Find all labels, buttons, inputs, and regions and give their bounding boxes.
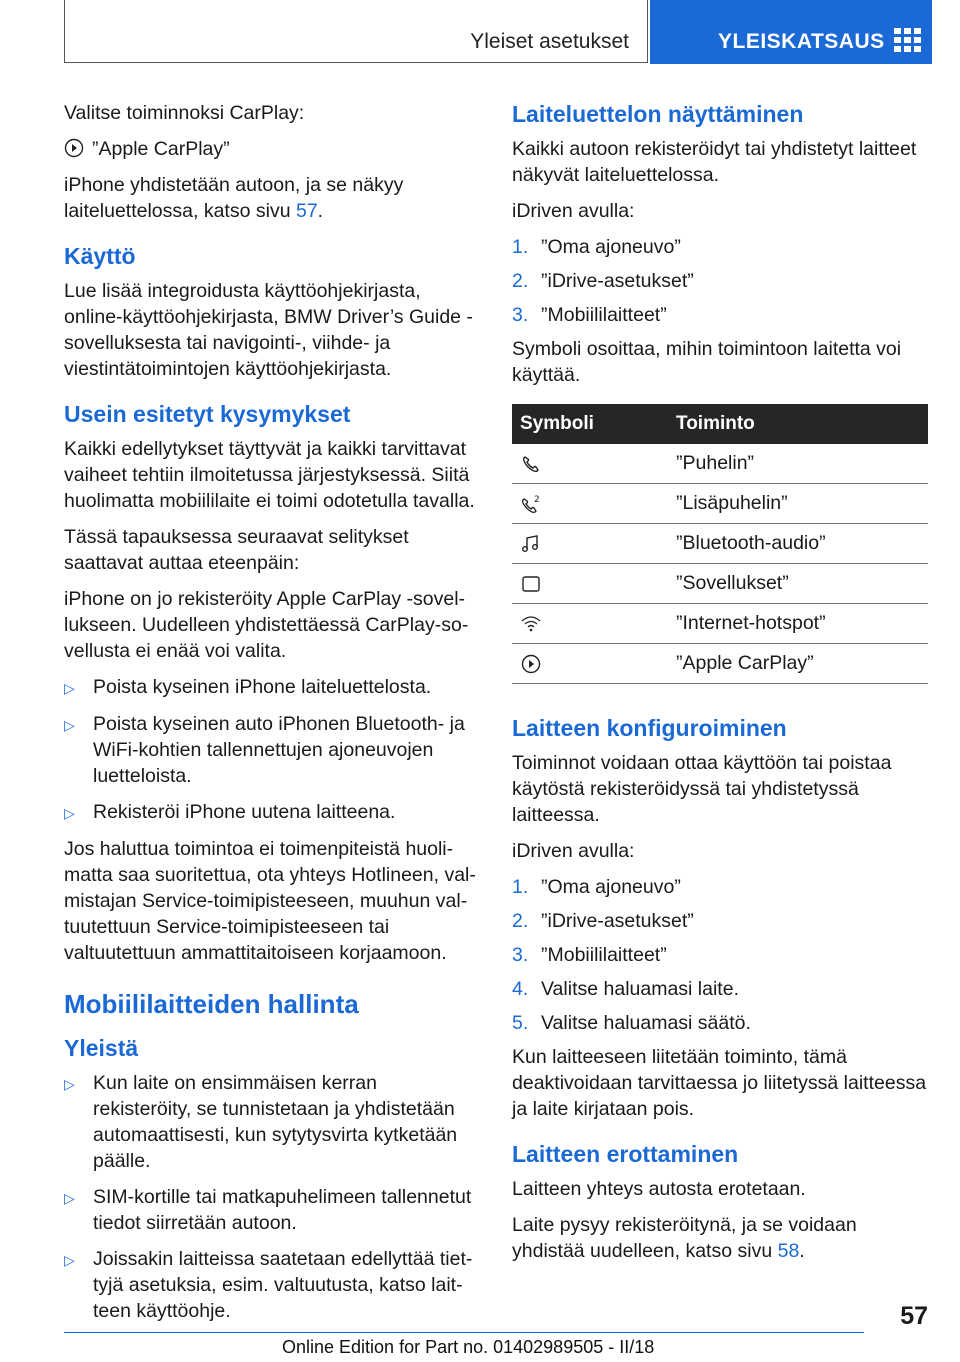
heading-faq: Usein esitetyt kysymykset bbox=[64, 401, 351, 427]
idrive-intro-2: iDriven avulla: bbox=[512, 840, 635, 862]
idrive-intro-1: iDriven avulla: bbox=[512, 200, 635, 222]
config-paragraph-2: Kun laitteeseen liitetään toiminto, tämä deaktivoidaan tarvittaessa jo liitetyssä laitteessa ja laite kirjataan pois. bbox=[512, 1046, 927, 1120]
step-number: 1. bbox=[512, 236, 529, 258]
heading-mobile-devices: Mobiililaitteiden hallinta bbox=[64, 989, 359, 1019]
step-text: ”Oma ajoneuvo” bbox=[541, 236, 681, 258]
step-number: 2. bbox=[512, 270, 529, 292]
step-text: Valitse haluamasi laite. bbox=[541, 978, 739, 1000]
step-number: 3. bbox=[512, 944, 529, 966]
left-column bbox=[64, 100, 476, 1334]
table-row bbox=[512, 444, 928, 484]
faq-paragraph-4: Jos haluttua toimintoa ei toimenpiteistä huolimatta saa suoritettua, ota yhteys Hotlineen, valmistajan Service-toimipisteeseen, muuhun valtuutettuun Service-toimipisteeseen tai valtuutettuun ammattitaitoiseen korjaamoon. bbox=[64, 838, 476, 964]
step-item bbox=[512, 908, 928, 934]
app-square-icon bbox=[520, 573, 542, 595]
carplay-paragraph-text: iPhone yhdistetään autoon, ja se näkyy laiteluettelossa, katso sivu bbox=[64, 174, 404, 222]
wifi-icon bbox=[520, 613, 542, 635]
column-header-function: Toiminto bbox=[668, 404, 928, 444]
carplay-icon bbox=[64, 138, 84, 158]
step-item bbox=[512, 976, 928, 1002]
faq-paragraph-1: Kaikki edellytykset täyttyvät ja kaikki tarvittavat vaiheet tehtiin ilmoitetussa järjestyksessä. Siitä huolimatta mobiililaite ei toimi odotetulla tavalla. bbox=[64, 438, 475, 512]
table-row bbox=[512, 524, 928, 564]
triangle-bullet-icon: ▷ bbox=[64, 680, 75, 696]
svg-text:2: 2 bbox=[534, 494, 540, 505]
step-text: ”Mobiililaitteet” bbox=[541, 304, 667, 326]
heading-device-list: Laiteluettelon näyttäminen bbox=[512, 101, 804, 127]
edition-footer: Online Edition for Part no. 01402989505 - II/18 bbox=[282, 1337, 655, 1357]
triangle-bullet-icon: ▷ bbox=[64, 805, 75, 821]
kaytto-paragraph: Lue lisää integroidusta käyttöohjekirjasta, online-käyttöohjekirjasta, BMW Driver’s Guide -sovelluksesta tai navigointi-, viihde- ja viestintätoimintojen käyttöohjekirjasta. bbox=[64, 280, 473, 380]
list-item bbox=[64, 1246, 476, 1324]
table-cell-function: ”Sovellukset” bbox=[668, 564, 928, 604]
bullet-text: Kun laite on ensimmäisen kerran rekisteröity, se tunnistetaan ja yhdistetään automaattisesti, kun sytytysvirta kytketään päälle. bbox=[93, 1072, 458, 1172]
column-header-symbol: Symboli bbox=[512, 404, 668, 444]
step-number: 4. bbox=[512, 978, 529, 1000]
phone-2-icon bbox=[520, 493, 542, 515]
list-item bbox=[64, 674, 476, 701]
triangle-bullet-icon: ▷ bbox=[64, 717, 75, 733]
symbol-table bbox=[512, 404, 928, 684]
config-paragraph: Toiminnot voidaan ottaa käyttöön tai poistaa käytöstä rekisteröidyssä tai yhdistetyssä laitteessa. bbox=[512, 752, 892, 826]
table-cell-function: ”Puhelin” bbox=[668, 444, 928, 484]
triangle-bullet-icon: ▷ bbox=[64, 1076, 75, 1092]
table-cell-function: ”Lisäpuhelin” bbox=[668, 484, 928, 524]
step-number: 2. bbox=[512, 910, 529, 932]
step-item bbox=[512, 234, 928, 260]
list-item bbox=[64, 1184, 476, 1236]
device-list-paragraph: Kaikki autoon rekisteröidyt tai yhdistetyt laitteet näkyvät laiteluettelossa. bbox=[512, 138, 917, 186]
bullet-text: Joissakin laitteissa saatetaan edellyttää tiettyjä asetuksia, esim. valtuutusta, katso laitteen käyttöohje. bbox=[93, 1248, 473, 1322]
faq-paragraph-3: iPhone on jo rekisteröity Apple CarPlay -sovellukseen. Uudelleen yhdistettäessä CarPlay-sovellusta ei enää voi valita. bbox=[64, 588, 469, 662]
bullet-text: SIM-kortille tai matkapuhelimeen tallennetut tiedot siirretään autoon. bbox=[93, 1186, 472, 1234]
table-row bbox=[512, 604, 928, 644]
carplay-menu-item bbox=[64, 136, 476, 162]
bullet-text: Poista kyseinen auto iPhonen Bluetooth- ja WiFi-kohtien tallennettujen ajoneuvojen luetteloista. bbox=[93, 713, 465, 787]
footer-divider bbox=[64, 1332, 864, 1333]
step-item bbox=[512, 1010, 928, 1036]
table-row bbox=[512, 644, 928, 684]
list-item bbox=[64, 799, 476, 826]
page-number: 57 bbox=[900, 1302, 928, 1330]
step-item bbox=[512, 302, 928, 328]
phone-icon bbox=[520, 453, 542, 475]
grid-icon bbox=[894, 28, 922, 52]
table-cell-function: ”Apple CarPlay” bbox=[668, 644, 928, 684]
music-note-icon bbox=[520, 533, 542, 555]
step-number: 3. bbox=[512, 304, 529, 326]
bullet-text: Rekisteröi iPhone uutena laitteena. bbox=[93, 801, 396, 823]
carplay-item-label: ”Apple CarPlay” bbox=[92, 138, 230, 160]
table-cell-function: ”Bluetooth-audio” bbox=[668, 524, 928, 564]
carplay-paragraph: iPhone yhdistetään autoon, ja se näkyy laiteluettelossa, katso sivu 57. bbox=[64, 174, 404, 222]
table-row bbox=[512, 564, 928, 604]
list-item bbox=[64, 1070, 476, 1174]
triangle-bullet-icon: ▷ bbox=[64, 1252, 75, 1268]
heading-kaytto: Käyttö bbox=[64, 243, 136, 269]
page-header bbox=[0, 0, 960, 66]
step-text: ”Oma ajoneuvo” bbox=[541, 876, 681, 898]
bullet-text: Poista kyseinen iPhone laiteluettelosta. bbox=[93, 676, 432, 698]
heading-general: Yleistä bbox=[64, 1035, 139, 1061]
heading-device-detach: Laitteen erottaminen bbox=[512, 1141, 739, 1167]
overview-tab-label: YLEISKATSAUS bbox=[718, 30, 885, 53]
page-link-58[interactable]: 58 bbox=[777, 1240, 800, 1262]
overview-tab[interactable] bbox=[650, 0, 932, 64]
step-text: ”iDrive-asetukset” bbox=[541, 270, 694, 292]
table-row bbox=[512, 484, 928, 524]
triangle-bullet-icon: ▷ bbox=[64, 1190, 75, 1206]
step-item bbox=[512, 942, 928, 968]
right-column bbox=[512, 100, 928, 1274]
table-header-row bbox=[512, 404, 928, 444]
step-text: Valitse haluamasi säätö. bbox=[541, 1012, 751, 1034]
section-header-box bbox=[64, 0, 648, 63]
step-item bbox=[512, 874, 928, 900]
detach-paragraph-2: Laite pysyy rekisteröitynä, ja se voidaan yhdistää uudelleen, katso sivu 58. bbox=[512, 1214, 857, 1262]
symbol-paragraph: Symboli osoittaa, mihin toimintoon laitetta voi käyttää. bbox=[512, 338, 902, 386]
faq-paragraph-2: Tässä tapauksessa seuraavat selitykset saattavat auttaa eteenpäin: bbox=[64, 526, 409, 574]
step-number: 1. bbox=[512, 876, 529, 898]
page-link-57[interactable]: 57 bbox=[295, 200, 318, 222]
carplay-intro: Valitse toiminnoksi CarPlay: bbox=[64, 102, 305, 124]
section-title: Yleiset asetukset bbox=[470, 30, 629, 53]
step-text: ”iDrive-asetukset” bbox=[541, 910, 694, 932]
step-text: ”Mobiililaitteet” bbox=[541, 944, 667, 966]
detach-paragraph-text: Laite pysyy rekisteröitynä, ja se voidaan yhdistää uudelleen, katso sivu bbox=[512, 1214, 857, 1262]
step-item bbox=[512, 268, 928, 294]
table-cell-function: ”Internet-hotspot” bbox=[668, 604, 928, 644]
carplay-icon bbox=[520, 653, 542, 675]
step-number: 5. bbox=[512, 1012, 529, 1034]
detach-paragraph-1: Laitteen yhteys autosta erotetaan. bbox=[512, 1178, 806, 1200]
list-item bbox=[64, 711, 476, 789]
heading-device-config: Laitteen konfiguroiminen bbox=[512, 715, 787, 741]
